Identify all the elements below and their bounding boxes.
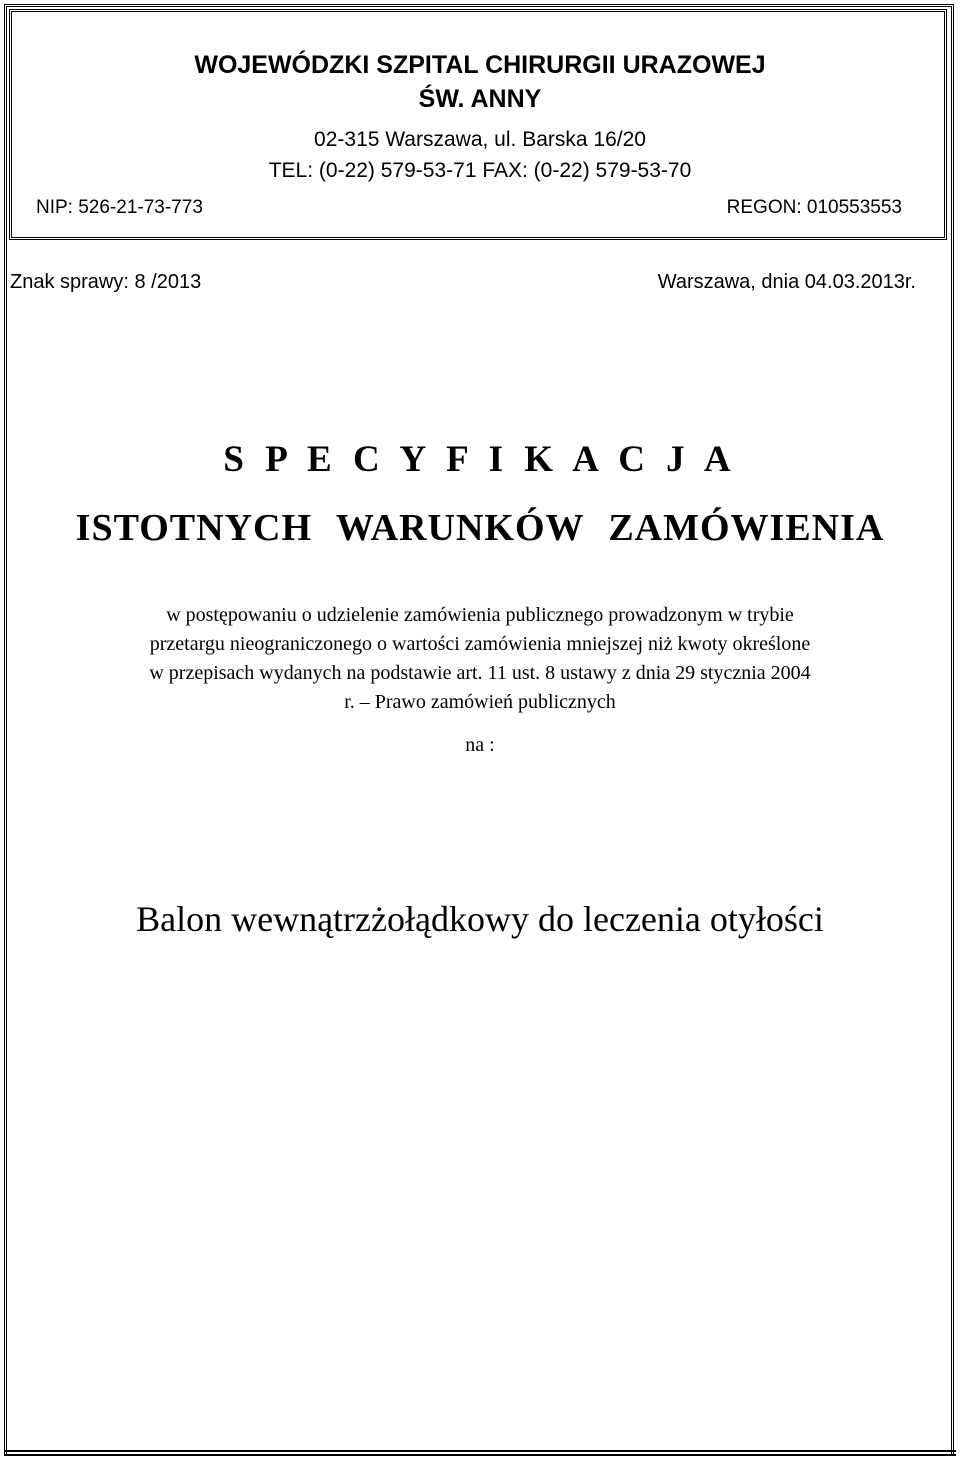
intro-line-4: r. – Prawo zamówień publicznych xyxy=(344,691,616,713)
na-label: na : xyxy=(465,734,495,756)
intro-line-3: w przepisach wydanych na podstawie art. 11 ust. 8 ustawy z dnia 29 stycznia 2004 xyxy=(149,662,811,684)
case-number: Znak sprawy: 8 /2013 xyxy=(10,271,202,293)
nip-number: NIP: 526-21-73-773 xyxy=(36,197,203,218)
intro-line-2: przetargu nieograniczonego o wartości zamówienia mniejszej niż kwoty określone xyxy=(149,633,811,655)
intro-paragraph xyxy=(50,601,910,717)
bottom-border xyxy=(4,1450,956,1456)
document-subtitle: ISTOTNYCH WARUNKÓW ZAMÓWIENIA xyxy=(75,507,885,549)
hospital-name-line2: ŚW. ANNY xyxy=(418,85,542,113)
regon-number: REGON: 010553553 xyxy=(726,197,902,218)
intro-line-1: w postępowaniu o udzielenie zamówienia publicznego prowadzonym w trybie xyxy=(166,604,794,626)
place-date: Warszawa, dnia 04.03.2013r. xyxy=(657,271,916,293)
hospital-name: WOJEWÓDZKI SZPITAL CHIRURGII URAZOWEJ xyxy=(194,51,766,79)
order-subject: Balon wewnątrzżołądkowy do leczenia otyłości xyxy=(136,899,824,939)
document-title: S P E C Y F I K A C J A xyxy=(223,439,737,480)
hospital-phone-fax: TEL: (0-22) 579-53-71 FAX: (0-22) 579-53-70 xyxy=(268,159,692,182)
hospital-address: 02-315 Warszawa, ul. Barska 16/20 xyxy=(314,128,646,151)
